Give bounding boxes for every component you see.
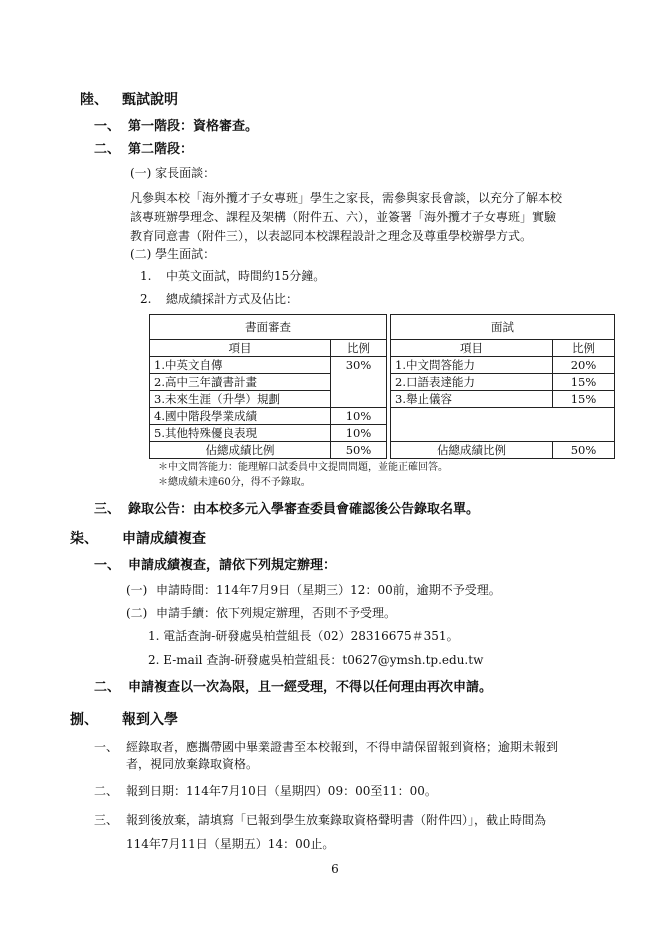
- table-note: ＊中文問答能力：能理解口試委員中文提問問題，並能正確回答。: [158, 462, 448, 473]
- column-header-ratio: 比例: [553, 340, 615, 357]
- interview-duration-text: 中英文面試，時間約15分鐘。: [166, 269, 326, 283]
- table-cell-ratio: 10%: [331, 425, 387, 442]
- parent-interview-label: (一) 家長面談：: [130, 166, 216, 180]
- left-total-value: 50%: [331, 442, 387, 459]
- item-number: 一、: [94, 740, 119, 754]
- parent-interview-line: 教育同意書（附件三），以表認同本校課程設計之理念及尊重學校辦學方式。: [130, 229, 533, 243]
- stage-one-text: 第一階段：資格審查。: [128, 119, 259, 134]
- right-total-label: 佔總成績比例: [391, 442, 553, 459]
- score-method-text: 總成績採計方式及佔比：: [166, 292, 299, 306]
- table-cell-ratio: 30%: [331, 357, 387, 408]
- table-cell-ratio: 15%: [553, 374, 615, 391]
- item-number: 二、: [94, 680, 121, 695]
- table-cell-item: 3.未來生涯（升學）規劃: [150, 391, 331, 408]
- section-7-title: 申請成績複查: [122, 531, 206, 547]
- registration-rule-line: 者，視同放棄錄取資格。: [126, 757, 259, 771]
- student-interview-label: (二) 學生面試：: [130, 247, 216, 261]
- review-intro-text: 申請成績複查，請依下列規定辦理：: [128, 558, 337, 573]
- table-note: ＊總成績未達60分，得不予錄取。: [158, 477, 311, 488]
- item-number: 一、: [94, 558, 121, 573]
- table-cell-item: 4.國中階段學業成績: [150, 408, 331, 425]
- written-review-header: 書面審查: [150, 315, 387, 340]
- item-number: 三、: [94, 813, 119, 827]
- list-number: 1.: [140, 269, 152, 283]
- item-number: 二、: [94, 142, 121, 157]
- table-cell-item: 2.口語表達能力: [391, 374, 553, 391]
- parent-interview-line: 該專班辦學理念、課程及架構（附件五、六），並簽署「海外攬才子女專班」實驗: [130, 210, 557, 224]
- stage-two-text: 第二階段：: [128, 142, 194, 157]
- right-total-value: 50%: [553, 442, 615, 459]
- column-header-item: 項目: [150, 340, 331, 357]
- table-cell-item: 1.中文問答能力: [391, 357, 553, 374]
- sub-item-label: (一): [126, 583, 148, 597]
- application-time-text: 申請時間：114年7月9日（星期三）12：00前，逾期不予受理。: [156, 583, 501, 597]
- list-number: 2.: [140, 292, 152, 306]
- admission-announcement-text: 錄取公告：由本校多元入學審查委員會確認後公告錄取名單。: [128, 502, 480, 517]
- score-table: [149, 314, 615, 459]
- table-cell-item: 1.中英文自傳: [150, 357, 331, 374]
- section-6-title: 甄試說明: [122, 92, 178, 108]
- item-number: 二、: [94, 784, 119, 798]
- column-header-item: 項目: [391, 340, 553, 357]
- left-total-label: 佔總成績比例: [150, 442, 331, 459]
- item-number: 三、: [94, 502, 121, 517]
- email-inquiry-text: 2. E-mail 查詢-研發處吳柏萱組長：t0627@ymsh.tp.edu.tw: [148, 653, 484, 667]
- section-6-number: 陸、: [80, 92, 108, 108]
- withdrawal-rule-line: 報到後放棄，請填寫「已報到學生放棄錄取資格聲明書（附件四）」，截止時間為: [126, 813, 547, 827]
- phone-inquiry-text: 1. 電話查詢-研發處吳柏萱組長（02）28316675＃351。: [148, 629, 459, 643]
- table-cell-empty: [391, 408, 615, 442]
- review-limit-text: 申請複查以一次為限，且一經受理，不得以任何理由再次申請。: [128, 680, 493, 695]
- column-header-ratio: 比例: [331, 340, 387, 357]
- item-number: 一、: [94, 119, 121, 134]
- page-number: 6: [331, 862, 339, 876]
- registration-date-text: 報到日期：114年7月10日（星期四）09：00至11：00。: [126, 784, 437, 798]
- interview-header: 面試: [391, 315, 615, 340]
- table-cell-ratio: 20%: [553, 357, 615, 374]
- sub-item-label: (二): [126, 606, 148, 620]
- table-cell-ratio: 15%: [553, 391, 615, 408]
- section-8-number: 捌、: [70, 712, 98, 728]
- withdrawal-rule-line: 114年7月11日（星期五）14：00止。: [126, 837, 335, 851]
- registration-rule-line: 經錄取者，應攜帶國中畢業證書至本校報到，不得申請保留報到資格；逾期未報到: [126, 740, 559, 754]
- table-cell-ratio: 10%: [331, 408, 387, 425]
- table-cell-item: 5.其他特殊優良表現: [150, 425, 331, 442]
- table-cell-item: 2.高中三年讀書計畫: [150, 374, 331, 391]
- section-8-title: 報到入學: [122, 712, 178, 728]
- section-7-number: 柒、: [70, 531, 98, 547]
- table-cell-item: 3.舉止儀容: [391, 391, 553, 408]
- parent-interview-line: 凡參與本校「海外攬才子女專班」學生之家長，需參與家長會談，以充分了解本校: [130, 191, 563, 205]
- application-procedure-text: 申請手續：依下列規定辦理，否則不予受理。: [156, 606, 397, 620]
